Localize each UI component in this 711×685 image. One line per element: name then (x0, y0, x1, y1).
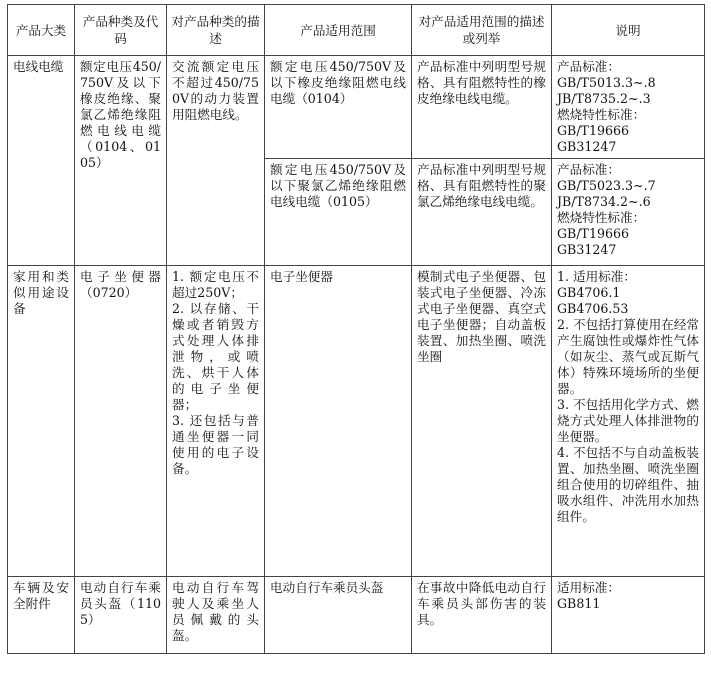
notes-line: 燃烧特性标准： (557, 210, 646, 225)
notes-line: 2. 不包括打算使用在经常产生腐蚀性或爆炸性气体（如灰尘、蒸气或瓦斯气体）特殊环境场所的坐便器。 (557, 317, 699, 396)
notes-line: 4. 不包括不与自动盖板装置、加热坐圈、喷洗坐圈组合使用的切碎组件、抽吸水组件、冲洗用水加热组件。 (557, 445, 699, 524)
notes-line: GB/T19666 (557, 123, 630, 138)
product-type-cell: 电子坐便器（0720） (75, 266, 167, 577)
category-cell: 电线电缆 (8, 56, 75, 266)
notes-line: 1. 适用标准： (557, 269, 636, 284)
scope-description-cell: 模制式电子坐便器、包装式电子坐便器、冷冻式电子坐便器、真空式电子坐便器；自动盖板装置、加热坐圈、喷洗坐圈 (412, 266, 552, 577)
type-description-cell: 电动自行车驾驶人及乘坐人员佩戴的头盔。 (167, 577, 265, 654)
notes-line: JB/T8735.2~.3 (557, 91, 651, 106)
scope-cell: 额定电压450/750V及以下橡皮绝缘阻燃电线电缆（0104） (265, 56, 412, 159)
scope-description-cell: 在事故中降低电动自行车乘员头部伤害的装具。 (412, 577, 552, 654)
header-type-description: 对产品种类的描述 (167, 5, 265, 56)
header-product-type: 产品种类及代码 (75, 5, 167, 56)
notes-cell (552, 577, 705, 654)
table-row (8, 577, 705, 654)
notes-line: GB/T5023.3~.7 (557, 178, 656, 193)
table-row (8, 266, 705, 577)
product-catalog-table (7, 4, 705, 654)
notes-line: 3. 不包括用化学方式、燃烧方式处理人体排泄物的坐便器。 (557, 397, 699, 444)
notes-line: GB/T19666 (557, 226, 630, 241)
category-cell: 车辆及安全附件 (8, 577, 75, 654)
notes-cell (552, 56, 705, 159)
scope-cell: 额定电压450/750V及以下聚氯乙烯绝缘阻燃电线电缆（0105） (265, 159, 412, 266)
type-description-cell: 交流额定电压不超过450/750V的动力装置用阻燃电线。 (167, 56, 265, 266)
notes-line: GB4706.53 (557, 301, 629, 316)
notes-line: GB31247 (557, 242, 617, 257)
description-line: 3. 还包括与普通坐便器一同使用的电子设备。 (172, 413, 259, 476)
notes-cell (552, 266, 705, 577)
notes-line: 产品标准： (557, 162, 620, 177)
product-type-cell: 电动自行车乘员头盔（1105） (75, 577, 167, 654)
table-row (8, 56, 705, 159)
header-scope-description: 对产品适用范围的描述或列举 (412, 5, 552, 56)
scope-description-cell: 产品标准中列明型号规格、具有阻燃特性的聚氯乙烯绝缘电线电缆。 (412, 159, 552, 266)
notes-line: JB/T8734.2~.6 (557, 194, 651, 209)
notes-line: GB4706.1 (557, 285, 621, 300)
header-scope: 产品适用范围 (265, 5, 412, 56)
scope-cell: 电子坐便器 (265, 266, 412, 577)
notes-line: GB811 (557, 596, 601, 611)
category-cell: 家用和类似用途设备 (8, 266, 75, 577)
notes-cell (552, 159, 705, 266)
notes-line: 产品标准： (557, 59, 620, 74)
notes-line: GB/T5013.3~.8 (557, 75, 656, 90)
description-line: 2. 以存储、干燥或者销毁方式处理人体排泄物，或喷洗、烘干人体的电子坐便器； (172, 301, 259, 412)
scope-cell: 电动自行车乘员头盔 (265, 577, 412, 654)
description-line: 1. 额定电压不超过250V； (172, 269, 259, 300)
notes-line: 燃烧特性标准： (557, 107, 646, 122)
product-type-cell: 额定电压450/750V及以下橡皮绝缘、聚氯乙烯绝缘阻燃电线电缆（0104、0105） (75, 56, 167, 266)
type-description-cell (167, 266, 265, 577)
header-notes: 说明 (552, 5, 705, 56)
scope-description-cell: 产品标准中列明型号规格、具有阻燃特性的橡皮绝缘电线电缆。 (412, 56, 552, 159)
notes-line: 适用标准： (557, 580, 620, 595)
header-category: 产品大类 (8, 5, 75, 56)
notes-line: GB31247 (557, 139, 617, 154)
header-row (8, 5, 705, 56)
